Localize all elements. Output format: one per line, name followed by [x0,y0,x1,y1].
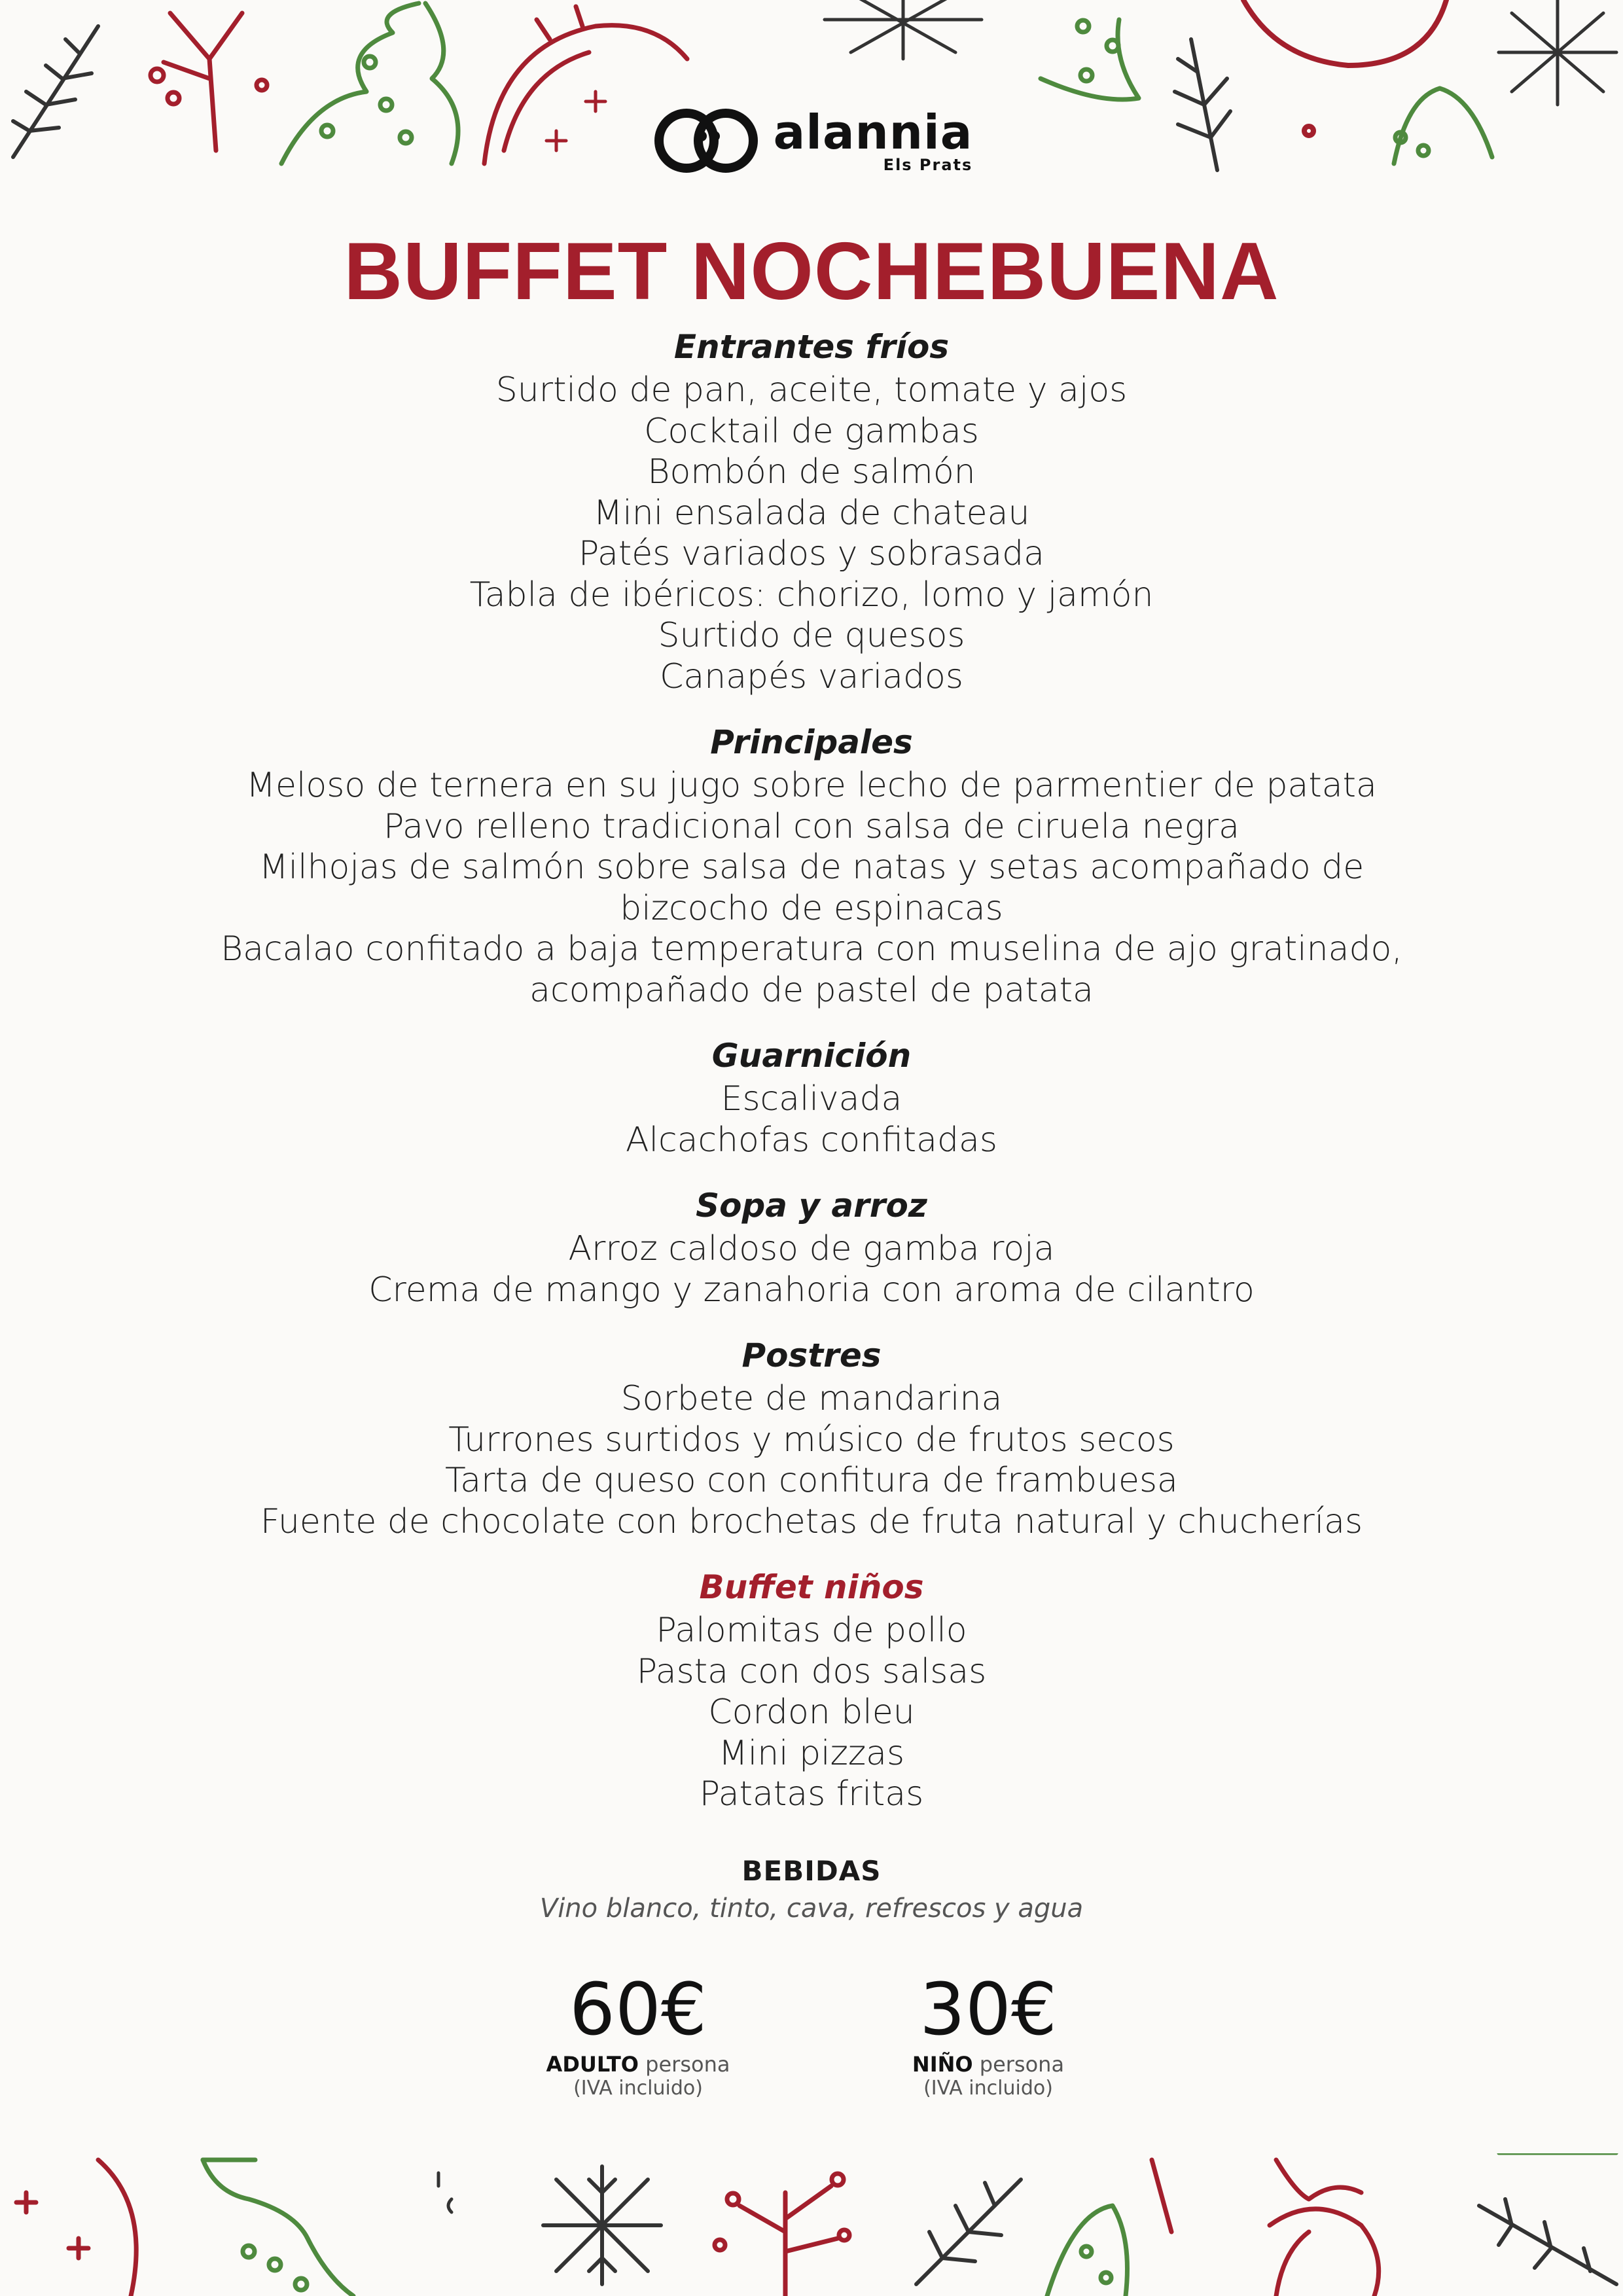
price-adult [501,1967,776,2100]
menu-item: Surtido de quesos [658,616,965,655]
price-type: ADULTO [546,2052,639,2077]
section-title: Principales [710,723,913,761]
section-buffet-ninos [0,1564,1623,1815]
menu-item: Tabla de ibéricos: chorizo, lomo y jamón [469,575,1154,615]
menu-item: Cordon bleu [708,1693,915,1732]
brand-logo [0,105,1623,177]
section-entrantes [0,324,1623,697]
section-postres [0,1333,1623,1542]
price-type: NIÑO [912,2052,973,2077]
section-title: Guarnición [711,1037,912,1075]
ribbon-icon [1152,2160,1379,2296]
snowflake-icon [825,0,982,59]
section-title: Buffet niños [699,1568,924,1606]
menu-item: Cocktail de gambas [644,411,979,451]
section-guarnicion [0,1033,1623,1160]
price-note: (IVA incluido) [573,2077,703,2100]
menu-list [0,324,1623,1837]
menu-item: Milhojas de salmón sobre salsa de natas y setas acompañado de [259,848,1364,887]
menu-item: acompañado de pastel de patata [529,970,1094,1010]
ornament-hook-icon [438,2173,452,2212]
menu-item: Sorbete de mandarina [620,1379,1003,1418]
price-note: (IVA incluido) [923,2077,1053,2100]
menu-item: Canapés variados [660,656,963,696]
menu-item: Turrones surtidos y músico de frutos secos [448,1420,1175,1460]
christmas-tree-icon [203,2160,353,2296]
menu-item: Alcachofas confitadas [626,1120,997,1160]
section-sopa-arroz [0,1183,1623,1310]
menu-item: Mini ensalada de chateau [593,493,1030,533]
menu-item: Surtido de pan, aceite, tomate y ajos [495,370,1128,410]
menu-item: Crema de mango y zanahoria con aroma de cilantro [368,1270,1255,1310]
section-title: Entrantes fríos [673,328,950,366]
menu-item: Patés variados y sobrasada [579,534,1044,573]
brand-name: alannia [773,105,973,160]
price-value: 60€ [569,1967,707,2051]
fir-branch-icon [916,2179,1021,2284]
price-child [851,1967,1126,2100]
logo-rings-icon [651,105,762,177]
menu-item: Mini pizzas [718,1733,905,1773]
menu-item: Tarta de queso con confitura de frambuesa [445,1461,1178,1500]
menu-item: Bombón de salmón [647,452,976,492]
ornament-ball-icon [16,2160,136,2296]
menu-item: Escalivada [721,1079,902,1119]
menu-item: Meloso de ternera en su jugo sobre lecho de parmentier de patata [246,766,1377,805]
menu-item: Fuente de chocolate con brochetas de fruta natural y chucherías [260,1501,1363,1541]
fir-branch-icon [1479,2199,1616,2284]
drinks-text: Vino blanco, tinto, cava, refrescos y agua [539,1893,1084,1924]
christmas-tree-icon [1041,20,1139,99]
page-title: BUFFET NOCHEBUENA [344,226,1279,317]
bottom-christmas-decoration [0,2153,1623,2296]
menu-item: Arroz caldoso de gamba roja [568,1229,1055,1268]
section-title: Sopa y arroz [696,1187,927,1225]
christmas-tree-icon [1047,2206,1128,2296]
price-unit: persona [979,2052,1065,2077]
menu-item: Palomitas de pollo [656,1611,967,1650]
drinks-title: BEBIDAS [741,1855,882,1887]
price-unit: persona [645,2052,730,2077]
menu-item: Patatas fritas [699,1774,924,1814]
menu-item: bizcocho de espinacas [620,888,1003,928]
price-value: 30€ [919,1967,1057,2051]
drinks-section [0,1852,1623,1927]
menu-item: Pavo relleno tradicional con salsa de ciruela negra [383,806,1240,846]
snowflake-icon [543,2166,661,2284]
section-title: Postres [741,1336,882,1374]
snowflake-icon [1499,0,1616,105]
brand-subtitle: Els Prats [883,156,973,174]
menu-item: Pasta con dos salsas [636,1651,987,1691]
price-label [851,2052,1126,2077]
price-label [501,2052,776,2077]
berry-branch-icon [715,2174,849,2296]
menu-item: Bacalao confitado a baja temperatura con muselina de ajo gratinado, [221,929,1402,969]
section-principales [0,719,1623,1011]
